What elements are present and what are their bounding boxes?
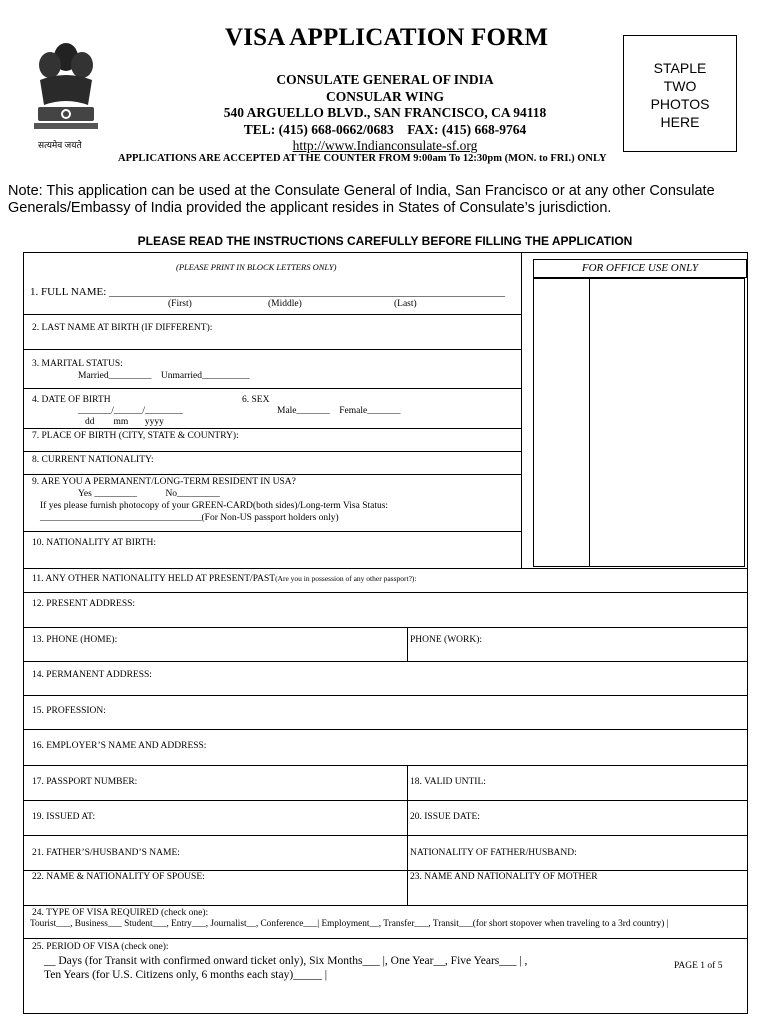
label-last: (Last) bbox=[394, 299, 417, 309]
label-middle: (Middle) bbox=[268, 299, 302, 309]
row-divider bbox=[23, 905, 748, 906]
field-marital-status: 3. MARITAL STATUS: bbox=[32, 359, 123, 369]
row-divider bbox=[23, 474, 521, 475]
field-date-of-birth: 4. DATE OF BIRTH bbox=[32, 395, 111, 405]
row-divider bbox=[23, 451, 521, 452]
staple-line: TWO bbox=[663, 78, 697, 94]
field-employer[interactable]: 16. EMPLOYER’S NAME AND ADDRESS: bbox=[32, 741, 207, 751]
field-permanent-address[interactable]: 14. PERMANENT ADDRESS: bbox=[32, 670, 152, 680]
row-divider bbox=[23, 938, 748, 939]
office-use-box bbox=[533, 278, 745, 567]
visa-period-options-line2[interactable]: Ten Years (for U.S. Citizens only, 6 months each stay)_____ | bbox=[44, 969, 328, 981]
field-nationality-at-birth[interactable]: 10. NATIONALITY AT BIRTH: bbox=[32, 538, 156, 548]
field-visa-type: 24. TYPE OF VISA REQUIRED (check one): bbox=[32, 908, 209, 918]
page-number: PAGE 1 of 5 bbox=[674, 961, 723, 971]
row-divider bbox=[23, 314, 521, 315]
field-phone-home[interactable]: 13. PHONE (HOME): bbox=[32, 635, 118, 645]
row-divider bbox=[23, 729, 748, 730]
field-issue-date[interactable]: 20. ISSUE DATE: bbox=[410, 812, 480, 822]
marital-status-options[interactable]: Married_________ Unmarried__________ bbox=[78, 371, 250, 381]
visa-type-options[interactable]: Tourist___, Business___ Student___, Entry___, Journalist__, Conference___| Employment__, Transfer___, Transit___(for short stopover when traveling to a 3rd country) | bbox=[30, 919, 669, 929]
label-first: (First) bbox=[168, 299, 192, 309]
field-father-name[interactable]: 21. FATHER’S/HUSBAND’S NAME: bbox=[32, 848, 180, 858]
consular-wing: CONSULAR WING bbox=[326, 89, 444, 104]
row-divider bbox=[23, 349, 521, 350]
note-text: Note: This application can be used at the Consulate General of India, San Francisco or at any other Consulate Generals/Embassy of India provided the applicant resides in States of Consulate’s jurisdiction. bbox=[8, 183, 715, 216]
staple-line: HERE bbox=[660, 114, 700, 130]
field-permanent-resident: 9. ARE YOU A PERMANENT/LONG-TERM RESIDENT IN USA? bbox=[32, 477, 296, 487]
staple-line: STAPLE bbox=[653, 60, 707, 76]
green-card-note: If yes please furnish photocopy of your GREEN-CARD(both sides)/Long-term Visa Status: bbox=[40, 501, 389, 511]
field-other-nationality[interactable] bbox=[32, 574, 417, 584]
row-divider bbox=[23, 388, 521, 389]
office-divider bbox=[589, 278, 590, 567]
field-father-nationality[interactable]: NATIONALITY OF FATHER/HUSBAND: bbox=[410, 848, 577, 858]
cell-divider bbox=[407, 765, 408, 905]
row-divider bbox=[23, 661, 748, 662]
field-mother[interactable]: 23. NAME AND NATIONALITY OF MOTHER bbox=[410, 872, 598, 882]
row-divider bbox=[23, 870, 748, 871]
national-emblem-icon bbox=[28, 30, 104, 150]
consulate-phone-fax: TEL: (415) 668-0662/0683 FAX: (415) 668-9764 bbox=[243, 122, 527, 137]
field-current-nationality[interactable]: 8. CURRENT NATIONALITY: bbox=[32, 455, 154, 465]
visa-period-options-line1[interactable]: __ Days (for Transit with confirmed onward ticket only), Six Months___ |, One Year__, Five Years___ | , bbox=[44, 955, 528, 967]
consulate-name: CONSULATE GENERAL OF INDIA bbox=[276, 72, 494, 87]
row-divider bbox=[23, 695, 748, 696]
consulate-website-link[interactable]: http://www.Indianconsulate-sf.org bbox=[292, 138, 478, 153]
sex-options[interactable]: Male_______ Female_______ bbox=[277, 406, 401, 416]
row-divider bbox=[23, 765, 748, 766]
instructions-heading: PLEASE READ THE INSTRUCTIONS CAREFULLY BEFORE FILLING THE APPLICATION bbox=[137, 234, 633, 248]
row-divider bbox=[23, 835, 748, 836]
field-sex: 6. SEX bbox=[242, 395, 270, 405]
field-full-name[interactable]: 1. FULL NAME: ________________________________________________________________________ bbox=[30, 286, 506, 298]
row-divider bbox=[23, 428, 521, 429]
print-note: (PLEASE PRINT IN BLOCK LETTERS ONLY) bbox=[176, 262, 337, 272]
emblem-caption: सत्यमेव जयते bbox=[38, 140, 82, 150]
row-divider bbox=[23, 800, 748, 801]
counter-hours: APPLICATIONS ARE ACCEPTED AT THE COUNTER FROM 9:00am To 12:30pm (MON. to FRI.) ONLY bbox=[118, 153, 607, 164]
field-present-address[interactable]: 12. PRESENT ADDRESS: bbox=[32, 599, 136, 609]
field-profession[interactable]: 15. PROFESSION: bbox=[32, 706, 106, 716]
office-use-title: FOR OFFICE USE ONLY bbox=[533, 259, 747, 278]
resident-options[interactable]: Yes _________ No_________ bbox=[78, 489, 220, 499]
row-divider bbox=[23, 531, 521, 532]
column-divider bbox=[521, 252, 522, 568]
visa-status-input[interactable]: __________________________________(For Non-US passport holders only) bbox=[40, 513, 339, 523]
field-last-name-at-birth[interactable]: 2. LAST NAME AT BIRTH (IF DIFFERENT): bbox=[32, 323, 213, 333]
field-visa-period: 25. PERIOD OF VISA (check one): bbox=[32, 942, 169, 952]
date-of-birth-input[interactable]: _______/______/________ bbox=[78, 406, 184, 416]
photo-staple-box bbox=[623, 35, 737, 152]
field-spouse[interactable]: 22. NAME & NATIONALITY OF SPOUSE: bbox=[32, 872, 205, 882]
field-place-of-birth[interactable]: 7. PLACE OF BIRTH (CITY, STATE & COUNTRY): bbox=[32, 431, 239, 441]
consulate-address: 540 ARGUELLO BLVD., SAN FRANCISCO, CA 94118 bbox=[223, 105, 547, 120]
cell-divider bbox=[407, 627, 408, 661]
row-divider bbox=[23, 592, 748, 593]
form-title: VISA APPLICATION FORM bbox=[225, 24, 549, 51]
row-divider bbox=[23, 568, 748, 569]
other-nationality-hint: (Are you in possession of any other passport?): bbox=[275, 574, 417, 583]
field-phone-work[interactable]: PHONE (WORK): bbox=[410, 635, 483, 645]
staple-line: PHOTOS bbox=[650, 96, 710, 112]
field-issued-at[interactable]: 19. ISSUED AT: bbox=[32, 812, 96, 822]
field-passport-number[interactable]: 17. PASSPORT NUMBER: bbox=[32, 777, 138, 787]
field-valid-until[interactable]: 18. VALID UNTIL: bbox=[410, 777, 486, 787]
date-format-label: dd mm yyyy bbox=[85, 417, 164, 427]
other-nationality-label: 11. ANY OTHER NATIONALITY HELD AT PRESENT/PAST bbox=[32, 574, 276, 584]
row-divider bbox=[23, 627, 748, 628]
